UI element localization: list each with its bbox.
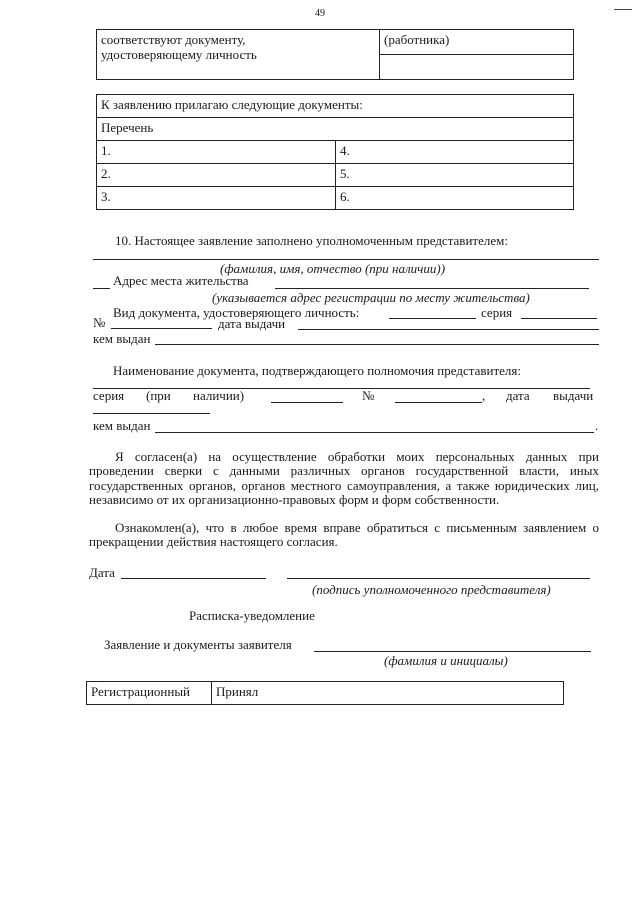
authority-number-field[interactable]	[395, 402, 482, 403]
employee-caption: (работника)	[384, 32, 450, 47]
authority-date-label-2: выдачи	[553, 388, 594, 403]
address-field-2[interactable]	[93, 288, 110, 289]
identity-table	[96, 29, 574, 80]
acquainted-text-block	[89, 521, 599, 550]
issued-by-label: кем выдан	[93, 331, 151, 346]
documents-list-label: Перечень	[97, 118, 574, 141]
document-item-4[interactable]: 4.	[336, 141, 574, 164]
authority-series-field[interactable]	[271, 402, 343, 403]
identity-line2: удостоверяющему личность	[101, 47, 257, 62]
representative-name-field[interactable]	[93, 259, 599, 260]
documents-table	[96, 94, 574, 210]
signature-field[interactable]	[287, 578, 590, 579]
authority-series-word: серия	[93, 388, 125, 403]
address-field[interactable]	[275, 288, 589, 289]
receipt-docs-label: Заявление и документы заявителя	[104, 637, 292, 652]
document-item-3[interactable]: 3.	[97, 187, 336, 210]
series-label: серия	[481, 305, 513, 320]
applicant-name-field[interactable]	[314, 651, 591, 652]
authority-doc-title: Наименование документа, подтверждающего полномочия представителя:	[113, 363, 521, 378]
address-caption: (указывается адрес регистрации по месту жительства)	[212, 290, 530, 305]
receipt-title: Расписка-уведомление	[189, 608, 315, 623]
page-number: 49	[315, 8, 325, 19]
consent-text: Я согласен(а) на осуществление обработки моих персональных данных при проведении сверки с данными различных органов государственной власти, иных государственных органов, органов местного самоуправления, а также юридических лиц, независимо от их организационно-правовых форм и форм собственности.	[89, 449, 599, 507]
issued-by-field[interactable]	[155, 344, 599, 345]
issue-date-label: дата выдачи	[218, 316, 286, 331]
acquainted-text: Ознакомлен(а), что в любое время вправе обратиться с письменным заявлением о прекращении действия настоящего согласия.	[89, 520, 599, 550]
issue-date-field[interactable]	[298, 329, 599, 330]
doc-type-label: Вид документа, удостоверяющего личность:	[113, 305, 360, 320]
signature-caption: (подпись уполномоченного представителя)	[312, 582, 551, 597]
accepted-cell: Принял	[212, 682, 564, 705]
authority-paren-close: наличии)	[193, 388, 245, 403]
authority-series-row	[93, 388, 599, 408]
identity-line1: соответствуют документу,	[101, 32, 246, 47]
receipt-table	[86, 681, 564, 705]
document-item-5[interactable]: 5.	[336, 164, 574, 187]
doc-type-field[interactable]	[389, 318, 476, 319]
authority-dot: .	[595, 418, 599, 433]
document-item-6[interactable]: 6.	[336, 187, 574, 210]
consent-text-block	[89, 450, 599, 507]
authority-paren-open: (при	[146, 388, 171, 403]
document-item-1[interactable]: 1.	[97, 141, 336, 164]
series-field[interactable]	[521, 318, 597, 319]
number-label: №	[93, 315, 106, 330]
address-label: Адрес места жительства	[113, 273, 249, 288]
authority-date-label: дата	[506, 388, 530, 403]
authority-date-field[interactable]	[93, 413, 210, 414]
date-label: Дата	[89, 565, 115, 580]
employee-signature-cell[interactable]	[380, 55, 574, 80]
employee-cell	[380, 30, 574, 55]
registration-cell: Регистрационный	[87, 682, 212, 705]
authority-number-label: №	[362, 388, 375, 403]
section-10-title: 10. Настоящее заявление заполнено уполномоченным представителем:	[115, 233, 508, 248]
corner-mark	[614, 9, 632, 10]
number-field[interactable]	[111, 328, 212, 329]
authority-comma: ,	[482, 388, 486, 403]
receipt-caption: (фамилия и инициалы)	[384, 653, 508, 668]
identity-cell-left	[97, 30, 380, 80]
documents-header: К заявлению прилагаю следующие документы:	[97, 95, 574, 118]
authority-issued-by-label: кем выдан	[93, 418, 151, 433]
fio-caption: (фамилия, имя, отчество (при наличии))	[220, 261, 446, 276]
authority-issued-by-field[interactable]	[155, 432, 594, 433]
document-item-2[interactable]: 2.	[97, 164, 336, 187]
date-field[interactable]	[121, 578, 266, 579]
